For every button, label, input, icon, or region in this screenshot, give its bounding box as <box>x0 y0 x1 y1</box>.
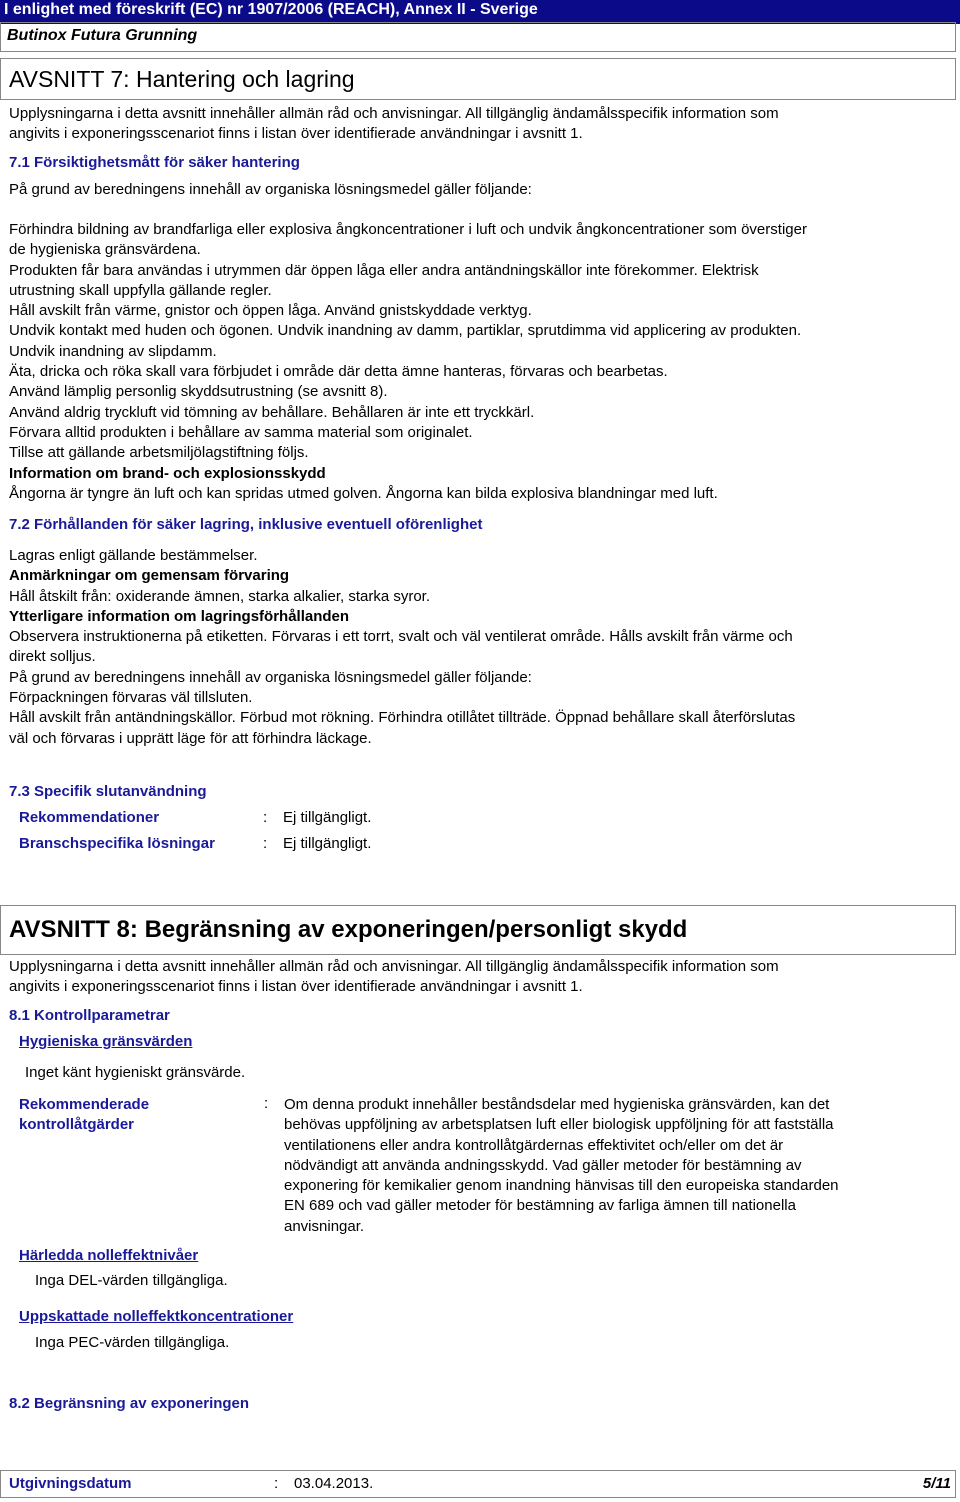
kv-value: Ej tillgängligt. <box>283 835 372 852</box>
text-line: Observera instruktionerna på etiketten. Förvaras i ett torrt, svalt och väl ventilerat område. Hålls avskilt från värme och <box>9 628 793 646</box>
kv-colon: : <box>263 809 268 826</box>
s71-subtitle: På grund av beredningens innehåll av organiska lösningsmedel gäller följande: <box>9 181 532 198</box>
text-line: EN 689 och vad gäller metoder för bestämning av farliga ämnen till nationella <box>284 1197 796 1215</box>
text-line: utrustning skall uppfylla gällande regler. <box>9 281 272 299</box>
subsection-8-2-title: 8.2 Begränsning av exponeringen <box>9 1395 250 1412</box>
text-line: behövas uppföljning av arbetsplatsen luft eller biologisk uppföljning för att fastställa <box>284 1116 834 1134</box>
kv-key: Branschspecifika lösningar <box>19 835 215 852</box>
section7-intro <box>9 104 954 145</box>
kv-row-industry-solutions <box>19 835 371 852</box>
intro-line: Upplysningarna i detta avsnitt innehåller allmän råd och anvisningar. All tillgänglig ändamålsspecifik information som <box>9 105 779 122</box>
recommended-controls-key <box>19 1095 259 1136</box>
s71-body <box>9 220 954 504</box>
text-line: Använd aldrig tryckluft vid tömning av behållare. Behållaren är inte ett tryckkärl. <box>9 403 535 421</box>
regulation-header: I enlighet med föreskrift (EC) nr 1907/2006 (REACH), Annex II - Sverige <box>0 0 960 24</box>
subsection-7-3-title: 7.3 Specifik slutanvändning <box>9 783 207 800</box>
kv-colon: : <box>263 835 268 852</box>
subsection-7-1-title: 7.1 Försiktighetsmått för säker hantering <box>9 154 300 171</box>
del-heading: Härledda nolleffektnivåer <box>19 1247 199 1264</box>
text-line: Förhindra bildning av brandfarliga eller explosiva ångkoncentrationer i luft och undvik ångkoncentrationer som överstiger <box>9 221 807 238</box>
recommended-controls-value <box>284 1095 954 1237</box>
text-line: Tillse att gällande arbetsmiljölagstiftning följs. <box>9 444 309 462</box>
text-line: Använd lämplig personlig skyddsutrustning (se avsnitt 8). <box>9 383 388 401</box>
intro-line: angivits i exponeringsscenariot finns i listan över identifierade användningar i avsnitt 1. <box>9 978 583 996</box>
text-line: väl och förvaras i upprätt läge för att förhindra läckage. <box>9 729 372 747</box>
page-number: 5/11 <box>922 1475 951 1492</box>
text-line: Håll åtskilt från: oxiderande ämnen, starka alkalier, starka syror. <box>9 587 431 605</box>
kv-value: Ej tillgängligt. <box>283 809 372 826</box>
text-line: Produkten får bara användas i utrymmen där öppen låga eller andra antändningskällor inte förekommer. Elektrisk <box>9 261 759 279</box>
text-line: Undvik kontakt med huden och ögonen. Undvik inandning av damm, partiklar, sprutdimma vid applicering av produkten. <box>9 322 802 340</box>
text-line: Om denna produkt innehåller beståndsdelar med hygieniska gränsvärden, kan det <box>284 1096 830 1113</box>
del-text: Inga DEL-värden tillgängliga. <box>35 1272 228 1289</box>
storage-info-heading: Ytterligare information om lagringsförhållanden <box>9 607 350 625</box>
product-name: Butinox Futura Grunning <box>0 22 956 52</box>
kv-colon: : <box>264 1095 269 1112</box>
text-line: Håll avskilt från antändningskällor. Förbud mot rökning. Förhindra otillåtet tillträde. Öppnad behållare skall återförslutas <box>9 709 796 727</box>
section7-title: AVSNITT 7: Hantering och lagring <box>0 58 956 100</box>
text-line: nödvändigt att använda andningsskydd. Vad gäller metoder för bestämning av <box>284 1156 802 1174</box>
footer-colon: : <box>274 1475 279 1492</box>
text-line: ventilationens eller andra kontrollåtgärdernas effektivitet och/eller om det är <box>284 1136 784 1154</box>
text-line: Förvara alltid produkten i behållare av samma material som originalet. <box>9 423 473 441</box>
storage-notes-heading: Anmärkningar om gemensam förvaring <box>9 567 290 585</box>
kv-row-recommendations <box>19 809 371 826</box>
text-line: På grund av beredningens innehåll av organiska lösningsmedel gäller följande: <box>9 668 532 686</box>
section8-intro <box>9 957 954 998</box>
text-line: anvisningar. <box>284 1217 365 1235</box>
intro-line: angivits i exponeringsscenariot finns i listan över identifierade användningar i avsnitt 1. <box>9 125 583 143</box>
text-line: Undvik inandning av slipdamm. <box>9 342 217 360</box>
text-line: Håll avskilt från värme, gnistor och öppen låga. Använd gnistskyddade verktyg. <box>9 302 532 320</box>
text-line: Lagras enligt gällande bestämmelser. <box>9 547 258 564</box>
page-footer <box>0 1470 956 1498</box>
pec-text: Inga PEC-värden tillgängliga. <box>35 1334 230 1351</box>
text-line: exponering för kemikalier genom inandning hänvisas till den europeiska standarden <box>284 1177 839 1195</box>
subsection-8-1-title: 8.1 Kontrollparametrar <box>9 1007 170 1024</box>
hygiene-limits-text: Inget känt hygieniskt gränsvärde. <box>25 1064 246 1081</box>
s72-body <box>9 546 954 749</box>
fire-protection-heading: Information om brand- och explosionsskydd <box>9 464 326 482</box>
footer-date: 03.04.2013. <box>294 1475 374 1492</box>
hygiene-limits-heading: Hygieniska gränsvärden <box>19 1033 193 1050</box>
intro-line: Upplysningarna i detta avsnitt innehåller allmän råd och anvisningar. All tillgänglig ändamålsspecifik information som <box>9 958 779 975</box>
footer-label: Utgivningsdatum <box>9 1475 132 1492</box>
section8-title: AVSNITT 8: Begränsning av exponeringen/personligt skydd <box>0 905 956 955</box>
text-line: Ångorna är tyngre än luft och kan spridas utmed golven. Ångorna kan bilda explosiva blandningar med luft. <box>9 484 718 502</box>
pec-heading: Uppskattade nolleffektkoncentrationer <box>19 1308 294 1325</box>
text-line: Äta, dricka och röka skall vara förbjudet i område där detta ämne hanteras, förvaras och bearbetas. <box>9 363 668 381</box>
key-line: Rekommenderade <box>19 1096 150 1113</box>
key-line: kontrollåtgärder <box>19 1116 135 1134</box>
text-line: de hygieniska gränsvärdena. <box>9 241 201 259</box>
subsection-7-2-title: 7.2 Förhållanden för säker lagring, inklusive eventuell oförenlighet <box>9 516 483 533</box>
kv-key: Rekommendationer <box>19 809 160 826</box>
text-line: direkt solljus. <box>9 648 96 666</box>
text-line: Förpackningen förvaras väl tillsluten. <box>9 689 253 707</box>
